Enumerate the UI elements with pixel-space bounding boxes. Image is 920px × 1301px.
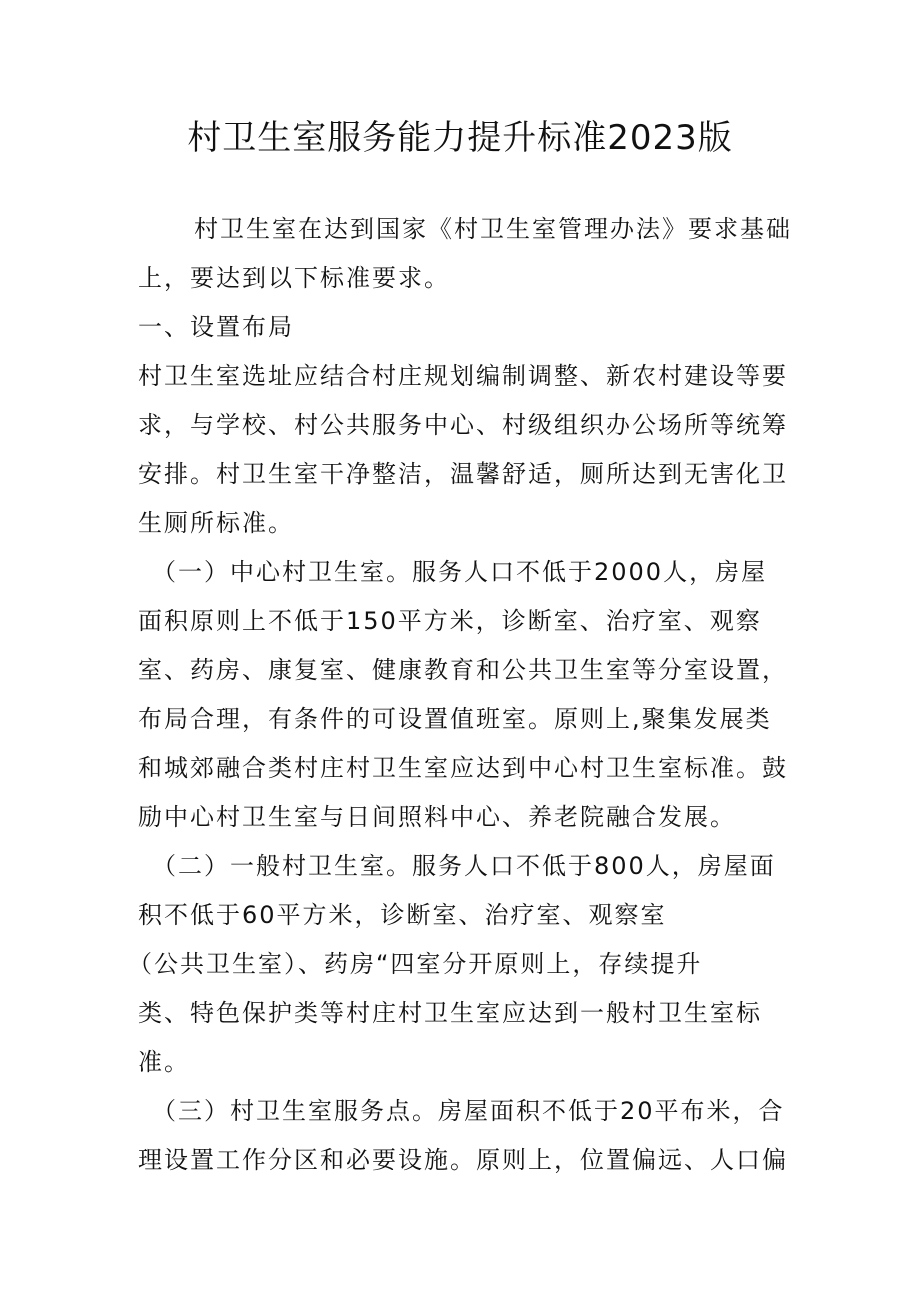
paragraph-line-4: 村卫生室选址应结合村庄规划编制调整、新农村建设等要 (138, 362, 788, 390)
subsection-line-10: 类、特色保护类等村庄村卫生室应达到一般村卫生室标 (138, 999, 762, 1027)
subsection-line-7: （二）一般村卫生室。服务人口不低于800人，房屋面 (152, 852, 776, 880)
subsection-line-2: 面积原则上不低于150平方米，诊断室、治疗室、观察 (138, 607, 762, 635)
document-title: 村卫生室服务能力提升标准2023版 (187, 118, 733, 158)
subsection-line-6: 励中心村卫生室与日间照料中心、养老院融合发展。 (138, 803, 736, 831)
subsection-line-3: 室、药房、康复室、健康教育和公共卫生室等分室设置， (138, 656, 788, 684)
paragraph-line-5: 求，与学校、村公共服务中心、村级组织办公场所等统筹 (138, 411, 788, 439)
subsection-line-11: 准。 (138, 1048, 190, 1076)
section-heading-layout: 一、设置布局 (138, 313, 294, 341)
paragraph-line-7: 生厕所标准。 (138, 509, 294, 537)
subsection-line-8: 积不低于60平方米，诊断室、治疗室、观察室 (138, 901, 667, 929)
paragraph-line-6: 安排。村卫生室干净整洁，温馨舒适，厕所达到无害化卫 (138, 460, 788, 488)
paragraph-line-1: 村卫生室在达到国家《村卫生室管理办法》要求基础 (194, 215, 792, 243)
subsection-line-1: （一）中心村卫生室。服务人口不低于2000人，房屋 (152, 558, 768, 586)
subsection-line-5: 和城郊融合类村庄村卫生室应达到中心村卫生室标准。鼓 (138, 754, 788, 782)
subsection-line-4: 布局合理，有条件的可设置值班室。原则上,聚集发展类 (138, 705, 772, 733)
paragraph-line-2: 上，要达到以下标准要求。 (138, 264, 450, 292)
subsection-line-12: （三）村卫生室服务点。房屋面积不低于20平布米，合 (152, 1097, 785, 1125)
subsection-line-9: （公共卫生室）、药房“四室分开原则上，存续提升 (128, 950, 703, 978)
subsection-line-13: 理设置工作分区和必要设施。原则上，位置偏远、人口偏 (138, 1146, 788, 1174)
